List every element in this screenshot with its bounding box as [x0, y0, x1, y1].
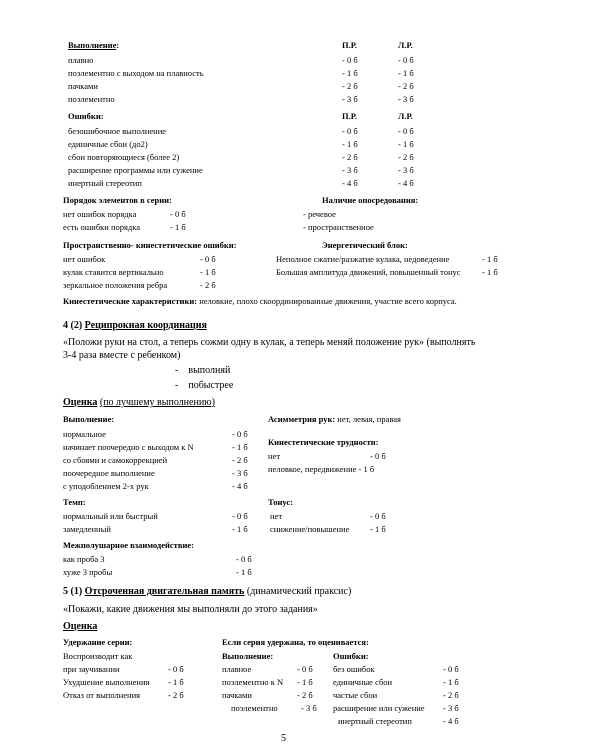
section-5-title: 5 (1) Отсроченная двигательная память (динамический праксис) — [63, 586, 352, 597]
exec-row-lr: - 3 б — [398, 94, 414, 104]
order-row-score: - 1 б — [170, 222, 186, 232]
s5-error-label: без ошибок — [333, 664, 375, 674]
errors-heading: Ошибки: — [68, 111, 104, 121]
bullet-item: - выполняй — [175, 365, 231, 376]
order-row-score: - 0 б — [170, 209, 186, 219]
s5-error-score: - 1 б — [443, 677, 459, 687]
tempo-label: нормальный или быстрый — [63, 511, 158, 521]
spatial-row-label: кулак ставится вертикально — [63, 267, 164, 277]
exec-row-pr: - 1 б — [342, 68, 358, 78]
spatial-row-label: нет ошибок — [63, 254, 106, 264]
tonus-score: - 0 б — [370, 511, 386, 521]
retention-score: - 0 б — [168, 664, 184, 674]
section-4-instruction-cont: 3-4 раза вместе с ребенком) — [63, 350, 181, 361]
inter-heading: Межполушарное взаимодействие: — [63, 540, 194, 550]
s4-exec-label: нормальное — [63, 429, 106, 439]
order-row-label: нет ошибок порядка — [63, 209, 137, 219]
energy-row-score: - 1 б — [482, 267, 498, 277]
tonus-score: - 1 б — [370, 524, 386, 534]
retention-score: - 1 б — [168, 677, 184, 687]
error-row-label: расширение программы или сужение — [68, 165, 203, 175]
spatial-row-score: - 2 б — [200, 280, 216, 290]
s4-exec-score: - 2 б — [232, 455, 248, 465]
error-row-label: инертный стереотип — [68, 178, 142, 188]
inter-score: - 1 б — [236, 567, 252, 577]
tempo-label: замедленный — [63, 524, 111, 534]
exec-row-pr: - 2 б — [342, 81, 358, 91]
exec-row-label: поэлементно с выходом на плавность — [68, 68, 204, 78]
section-4-title: 4 (2) Реципрокная координация — [63, 320, 207, 331]
s5-exec-score: - 3 б — [301, 703, 317, 713]
s5-error-score: - 2 б — [443, 690, 459, 700]
spatial-row-score: - 1 б — [200, 267, 216, 277]
exec-row-pr: - 3 б — [342, 94, 358, 104]
s5-exec-score: - 1 б — [297, 677, 313, 687]
exec-row-lr: - 0 б — [398, 55, 414, 65]
error-row-lr: - 4 б — [398, 178, 414, 188]
energy-row-score: - 1 б — [482, 254, 498, 264]
error-row-pr: - 0 б — [342, 126, 358, 136]
exec-row-label: плавно — [68, 55, 94, 65]
energy-row-label: Неполное сжатие/разжатие кулака, недоведение — [276, 254, 450, 264]
spatial-heading: Пространственно- кинестетические ошибки: — [63, 240, 237, 250]
s5-exec-score: - 2 б — [297, 690, 313, 700]
s4-exec-label: начинает поочередно с выходом к N — [63, 442, 194, 452]
kin-diff-heading: Кинестетические трудности: — [268, 437, 379, 447]
exec-lr-header: Л.Р. — [398, 40, 413, 50]
tonus-heading: Тонус: — [268, 497, 294, 507]
retention-label: Ухудшение выполнения — [63, 677, 150, 687]
asymmetry-heading: Асимметрия рук: — [268, 414, 336, 424]
error-row-label: сбои повторяющиеся (более 2) — [68, 152, 180, 162]
s5-exec-label: пачками — [222, 690, 252, 700]
exec-row-label: пачками — [68, 81, 98, 91]
s4-exec-heading: Выполнение: — [63, 414, 115, 424]
s5-exec-label: плавное — [222, 664, 252, 674]
inter-label: хуже 3 пробы — [63, 567, 113, 577]
s4-exec-label: с уподоблением 2-х рук — [63, 481, 149, 491]
s5-error-label: расширение или сужение — [333, 703, 425, 713]
kinesthetic-heading: Кинестетические характеристики: — [63, 296, 198, 306]
error-row-pr: - 1 б — [342, 139, 358, 149]
s4-exec-label: со сбоями и самокоррекцией — [63, 455, 168, 465]
s5-error-label: единичные сбои — [333, 677, 393, 687]
section-5-eval: Оценка — [63, 621, 98, 632]
mediation-heading: Наличие опосредования: — [322, 195, 419, 205]
asymmetry-text: нет, левая, правая — [337, 414, 401, 424]
s4-exec-score: - 4 б — [232, 481, 248, 491]
error-row-label: безошибочное выполнение — [68, 126, 167, 136]
mediation-item: - пространственное — [303, 222, 374, 232]
s5-exec-score: - 0 б — [297, 664, 313, 674]
spatial-row-score: - 0 б — [200, 254, 216, 264]
s4-exec-score: - 1 б — [232, 442, 248, 452]
tonus-label: нет — [270, 511, 283, 521]
error-row-lr: - 2 б — [398, 152, 414, 162]
exec-row-pr: - 0 б — [342, 55, 358, 65]
exec-row-lr: - 2 б — [398, 81, 414, 91]
tonus-label: снижение/повышение — [270, 524, 350, 534]
if-held-heading: Если серия удержана, то оценивается: — [222, 637, 369, 647]
kinesthetic-text: неловкие, плохо скоординированные движения, участие всего корпуса. — [199, 296, 457, 306]
s5-error-label: инертный стереотип — [338, 716, 412, 726]
kinesthetic-line — [63, 296, 457, 306]
s5-error-score: - 0 б — [443, 664, 459, 674]
error-row-lr: - 0 б — [398, 126, 414, 136]
error-row-pr: - 2 б — [342, 152, 358, 162]
energy-heading: Энергетический блок: — [322, 240, 408, 250]
retention-label: Отказ от выполнения — [63, 690, 141, 700]
page-number: 5 — [281, 733, 286, 744]
section-4-eval: Оценка (по лучшему выполнению) — [63, 397, 215, 408]
s5-exec-heading: Выполнение: — [222, 651, 274, 661]
retention-label: при заучивании — [63, 664, 120, 674]
s4-exec-label: поочередное выполнение — [63, 468, 155, 478]
section-5-instruction: «Покажи, какие движения мы выполняли до этого задания» — [63, 604, 318, 615]
exec-pr-header: П.Р. — [342, 40, 357, 50]
spatial-row-label: зеркальное положения ребра — [63, 280, 168, 290]
exec-row-label: поэлементно — [68, 94, 115, 104]
error-row-pr: - 4 б — [342, 178, 358, 188]
bullet-item: - побыстрее — [175, 380, 234, 391]
tempo-score: - 0 б — [232, 511, 248, 521]
s5-error-score: - 3 б — [443, 703, 459, 713]
errors-pr-header: П.Р. — [342, 111, 357, 121]
retention-score: - 2 б — [168, 690, 184, 700]
error-row-lr: - 1 б — [398, 139, 414, 149]
exec-row-lr: - 1 б — [398, 68, 414, 78]
retention-heading: Удержание серии: — [63, 637, 133, 647]
tempo-heading: Темп: — [63, 497, 86, 507]
s4-exec-score: - 0 б — [232, 429, 248, 439]
exec-heading: Выполнение: — [68, 40, 120, 50]
s5-error-label: частые сбои — [333, 690, 378, 700]
asymmetry-line — [268, 414, 401, 424]
order-row-label: есть ошибки порядка — [63, 222, 141, 232]
kin-diff-score: - 0 б — [370, 451, 386, 461]
kin-diff-label: неловкое, передвижение - 1 б — [268, 464, 375, 474]
error-row-label: единичные сбои (до2) — [68, 139, 148, 149]
errors-lr-header: Л.Р. — [398, 111, 413, 121]
kin-diff-label: нет — [268, 451, 281, 461]
inter-score: - 0 б — [236, 554, 252, 564]
energy-row-label: Большая амплитуда движений, повышенный тонус — [276, 267, 461, 277]
order-heading: Порядок элементов в серии: — [63, 195, 172, 205]
retention-line: Воспроизводит как — [63, 651, 133, 661]
section-4-instruction: «Положи руки на стол, а теперь сожми одну в кулак, а теперь меняй положение рук» (выполнять — [63, 337, 476, 348]
s5-error-score: - 4 б — [443, 716, 459, 726]
s5-exec-label: поэлементно — [231, 703, 278, 713]
error-row-lr: - 3 б — [398, 165, 414, 175]
error-row-pr: - 3 б — [342, 165, 358, 175]
mediation-item: - речевое — [303, 209, 336, 219]
s4-exec-score: - 3 б — [232, 468, 248, 478]
inter-label: как проба 3 — [63, 554, 105, 564]
s5-exec-label: поэлементно к N — [222, 677, 284, 687]
s5-errors-heading: Ошибки: — [333, 651, 369, 661]
tempo-score: - 1 б — [232, 524, 248, 534]
